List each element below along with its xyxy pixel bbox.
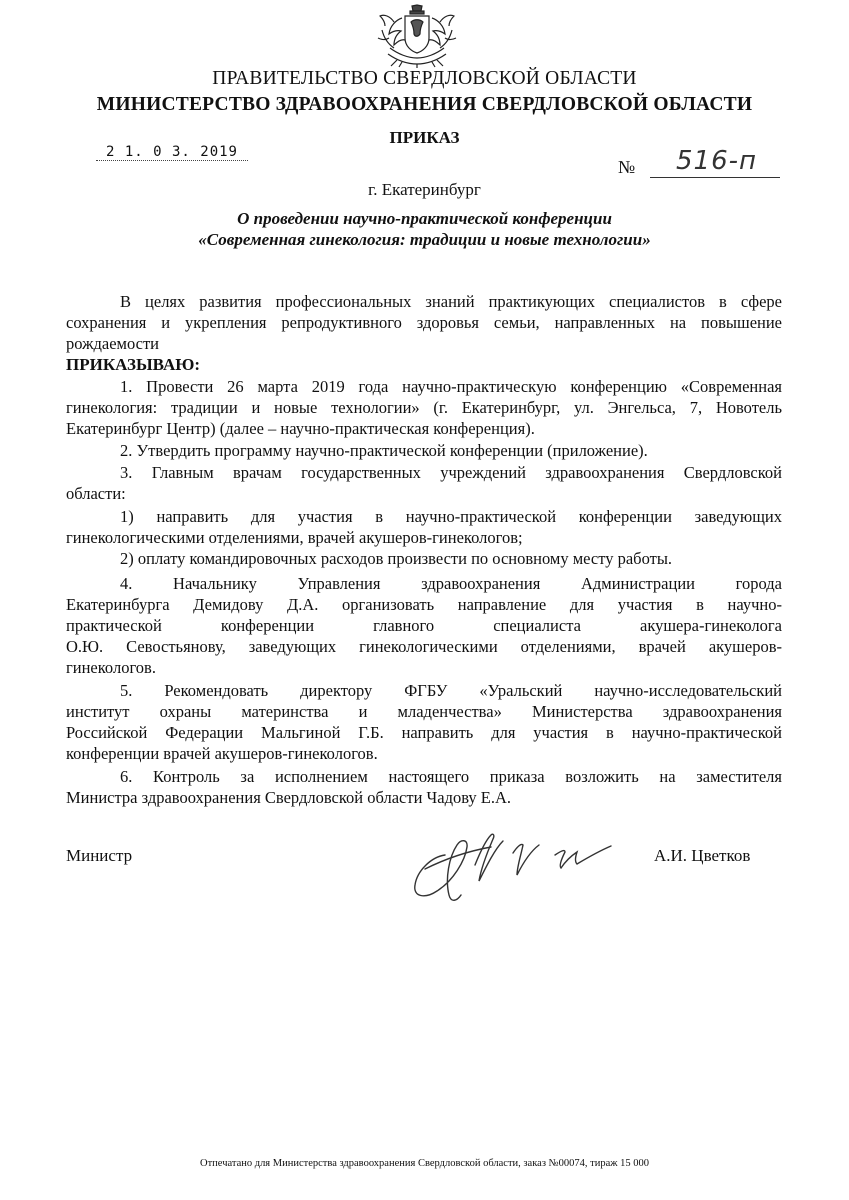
item-2-line: 2. Утвердить программу научно-практической конференции (приложение). [120, 441, 648, 460]
number-sign: № [618, 157, 636, 177]
title-line: «Современная гинекология: традиции и новые технологии» [198, 230, 651, 249]
ministry-name: МИНИСТЕРСТВО ЗДРАВООХРАНЕНИЯ СВЕРДЛОВСКОЙ ОБЛАСТИ [96, 94, 753, 115]
item-4-line: Екатеринбурга Демидову Д.А. организовать направление для участия в научно- [66, 595, 782, 614]
government-name: ПРАВИТЕЛЬСТВО СВЕРДЛОВСКОЙ ОБЛАСТИ [212, 68, 637, 89]
document-number: 516-п [676, 146, 758, 176]
coat-of-arms-icon [372, 4, 462, 68]
item-3-line: области: [66, 484, 126, 503]
intro-line: сохранения и укрепления репродуктивного здоровья семьи, направленных на повышение [66, 313, 782, 332]
item-3-line: 3. Главным врачам государственных учреждений здравоохранения Свердловской [120, 463, 782, 482]
document-title [0, 208, 849, 250]
number-underline [650, 177, 780, 178]
signatory-name: А.И. Цветков [654, 846, 751, 865]
document-date: 2 1. 0 3. 2019 [105, 144, 238, 160]
date-underline [96, 160, 248, 161]
item-1-line: Екатеринбург Центр) (далее – научно-практическая конференция). [66, 419, 535, 438]
item-1-line: 1. Провести 26 марта 2019 года научно-практическую конференцию «Современная [120, 377, 782, 396]
item-6-line: 6. Контроль за исполнением настоящего приказа возложить на заместителя [120, 767, 782, 786]
item-4-line: практической конференции главного специалиста акушера-гинеколога [66, 616, 782, 635]
signatory-position: Министр [66, 846, 133, 865]
item-6-line: Министра здравоохранения Свердловской области Чадову Е.А. [66, 788, 512, 807]
title-line: О проведении научно-практической конференции [237, 209, 612, 228]
item-1-line: гинекология: традиции и новые технологии» (г. Екатеринбург, ул. Энгельса, 7, Новотель [66, 398, 782, 417]
item-5-line: институт охраны материнства и младенчества» Министерства здравоохранения [66, 702, 782, 721]
item-3-2-line: 2) оплату командировочных расходов произвести по основному месту работы. [120, 549, 673, 568]
handwritten-signature [405, 825, 635, 907]
item-5-line: Российской Федерации Мальгиной Г.Б. направить для участия в научно-практической [66, 723, 782, 742]
item-4-line: гинекологов. [66, 658, 156, 677]
item-3-1-line: 1) направить для участия в научно-практической конференции заведующих [120, 507, 782, 526]
item-5-line: конференции врачей акушеров-гинекологов. [66, 744, 378, 763]
intro-line: рождаемости [66, 334, 159, 353]
order-word: ПРИКАЗЫВАЮ: [66, 355, 201, 374]
intro-line: В целях развития профессиональных знаний практикующих специалистов в сфере [120, 292, 782, 311]
item-3-1-line: гинекологическими отделениями, врачей акушеров-гинекологов; [66, 528, 523, 547]
print-footer: Отпечатано для Министерства здравоохранения Свердловской области, заказ №00074, тираж 15 000 [200, 1158, 649, 1169]
item-4-line: О.Ю. Севостьянову, заведующих гинекологическими отделениями, врачей акушеров- [66, 637, 782, 656]
document-type: ПРИКАЗ [389, 128, 460, 147]
item-5-line: 5. Рекомендовать директору ФГБУ «Уральский научно-исследовательский [120, 681, 782, 700]
city: г. Екатеринбург [368, 180, 481, 199]
item-4-line: 4. Начальнику Управления здравоохранения Администрации города [120, 574, 782, 593]
